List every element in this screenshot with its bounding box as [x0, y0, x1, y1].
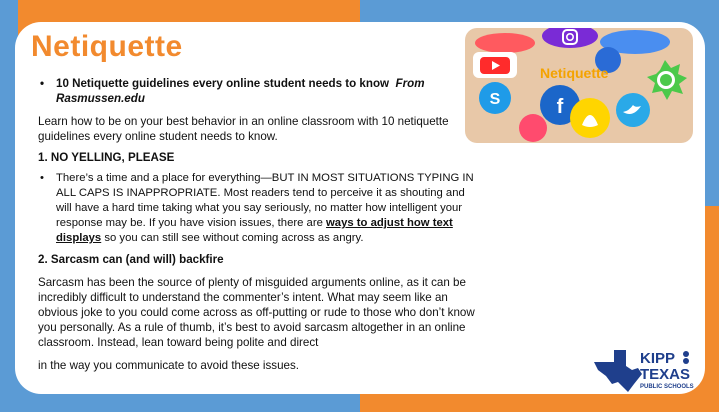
section2-text: Sarcasm has been the source of plenty of misguided arguments online, as it can be incredibly difficult to understand the commenter’s intent. What may seem like an obvious joke to you could come across as off-putting or rude to those who don’t know you personally. As a rule of thumb, it’s best to avoid sarcasm altogether in an online classroom. Instead, lean toward being polite and direct [38, 276, 475, 349]
adjust-text-link[interactable]: ways to adjust how text displays [56, 217, 453, 244]
bullet-dot: • [40, 172, 44, 184]
logo-line2: TEXAS [640, 366, 691, 383]
kipp-texas-logo-graphic [590, 348, 700, 392]
section1-bullet [38, 171, 478, 246]
bullet-source [38, 76, 478, 106]
section2-heading: 2. Sarcasm can (and will) backfire [38, 253, 224, 266]
section1-text-before: There’s a time and a place for everything—BUT IN MOST SITUATIONS TYPING IN ALL CAPS IS INAPPROPRIATE. Most readers tend to perceive it as shouting and will have a hard time taking what you say seriously, no matter how intelligent your response may be. If you have vision issues, there are [56, 172, 474, 229]
section2-text-end: in the way you communicate to avoid these issues. [38, 359, 299, 372]
bullet-text [56, 76, 478, 106]
logo-dot [683, 351, 689, 357]
slide-content [38, 76, 478, 373]
slide-title: Netiquette [31, 30, 183, 63]
bullet-source-text: From Rasmussen.edu [56, 77, 425, 105]
social-icons-illustration [465, 28, 693, 143]
texas-shape-icon [594, 350, 642, 392]
section1-heading: 1. NO YELLING, PLEASE [38, 151, 175, 164]
bullet-dot: • [40, 77, 45, 90]
section2-paragraph [38, 275, 478, 373]
intro-paragraph: Learn how to be on your best behavior in an online classroom with 10 netiquette guidelines every online student needs to know. [38, 115, 449, 143]
netiquette-social-image [465, 28, 693, 143]
svg-text:f: f [556, 96, 564, 118]
pink-blob [519, 114, 547, 142]
red-blob [475, 33, 535, 53]
image-label: Netiquette [540, 65, 609, 81]
logo-line1: KIPP [640, 350, 676, 367]
svg-text:S: S [489, 91, 501, 108]
section1-text [56, 171, 478, 246]
section1-text-after: so you can still see without coming across as angry. [101, 232, 364, 244]
kipp-texas-logo [590, 348, 700, 392]
bullet-main-text: 10 Netiquette guidelines every online student needs to know [56, 77, 390, 90]
logo-line3: PUBLIC SCHOOLS [640, 384, 694, 390]
